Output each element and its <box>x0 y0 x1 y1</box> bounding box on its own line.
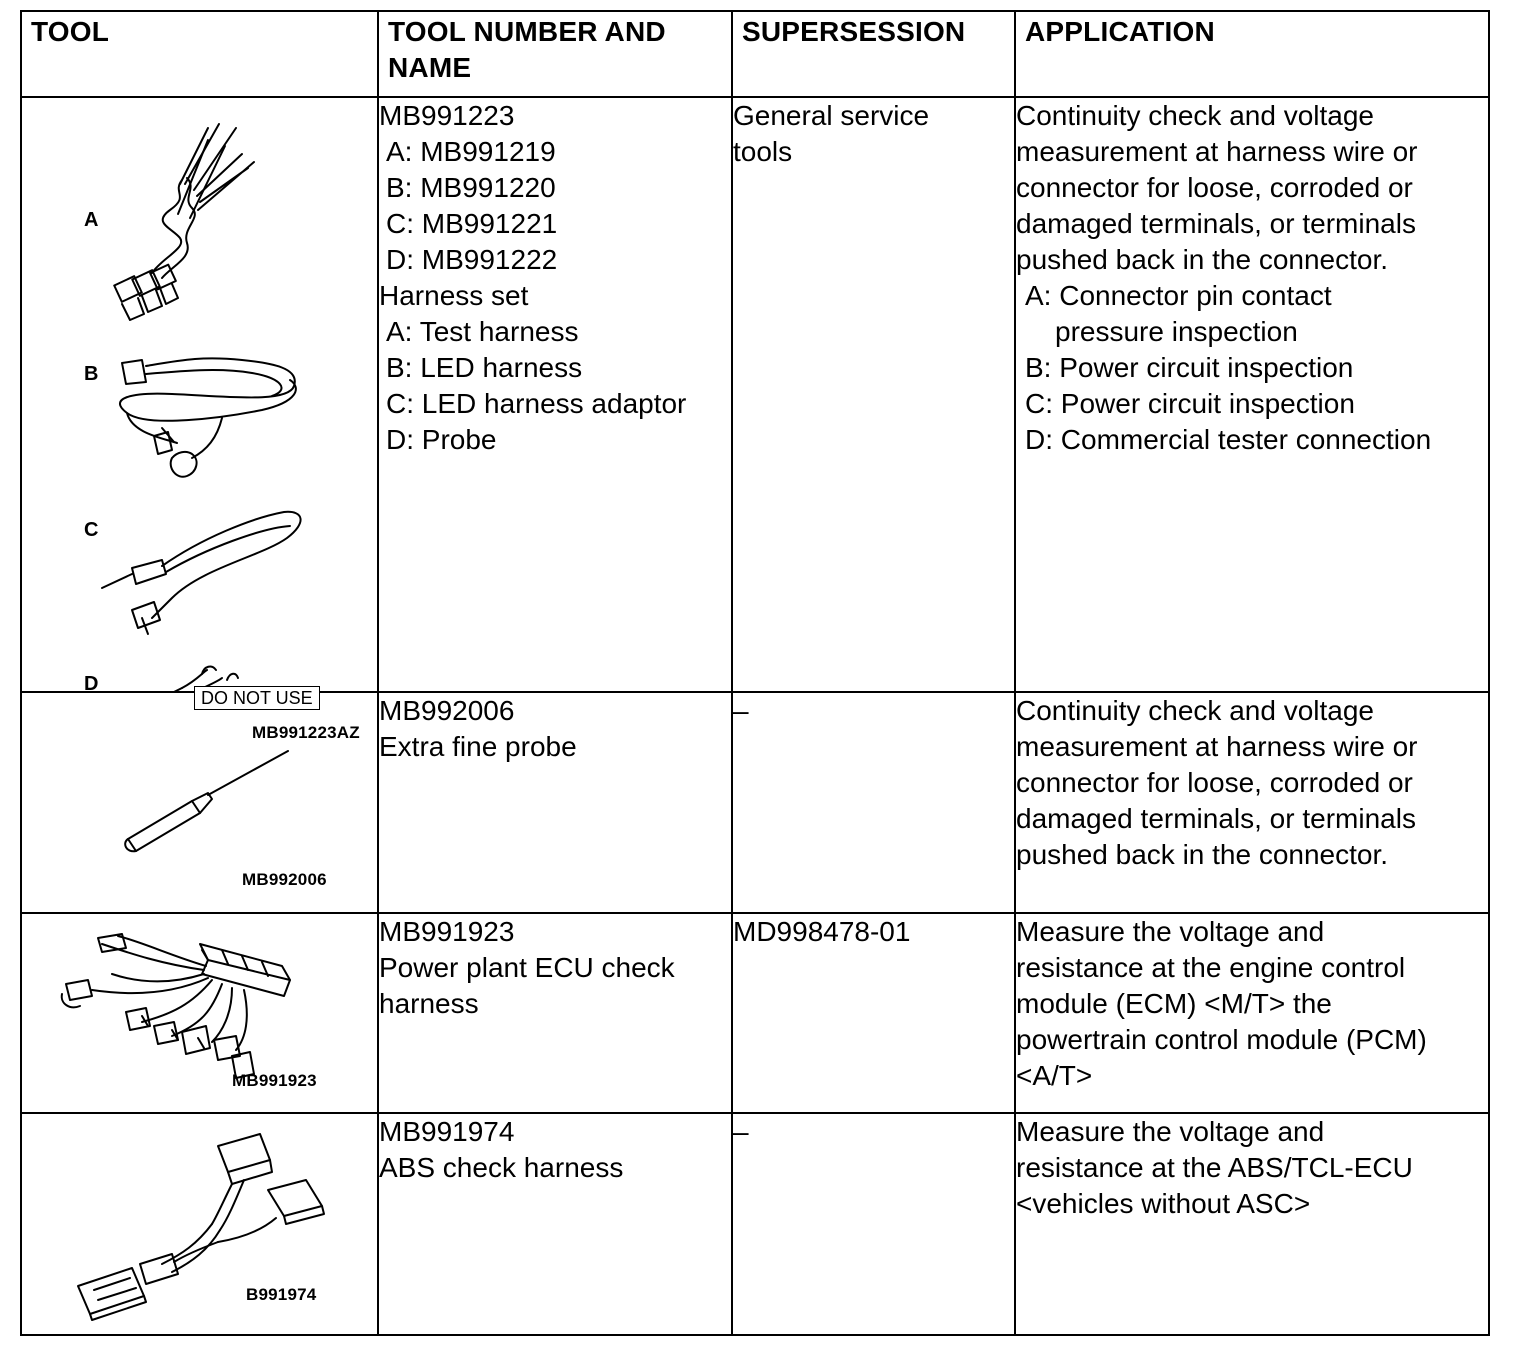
supersession-cell <box>732 692 1015 913</box>
application-text: <A/T> <box>1016 1060 1093 1091</box>
sub-tool-number: B: MB991220 <box>386 172 556 203</box>
sub-tool-name: D: Probe <box>386 424 497 455</box>
sub-tool-name: C: LED harness adaptor <box>386 388 687 419</box>
application-text: Continuity check and voltage <box>1016 695 1374 726</box>
header-tool: TOOL <box>21 11 378 97</box>
table-row <box>21 692 1489 913</box>
supersession-text: MD998478-01 <box>733 916 911 947</box>
application-text: Measure the voltage and <box>1016 916 1325 947</box>
application-item-cont: pressure inspection <box>1055 316 1298 347</box>
sub-tool-name: A: Test harness <box>386 316 579 347</box>
application-item: C: Power circuit inspection <box>1025 388 1355 419</box>
tool-number: MB991223 <box>379 100 515 131</box>
abs-check-harness-illustration <box>22 1114 377 1334</box>
application-text: damaged terminals, or terminals <box>1016 208 1416 239</box>
tool-figure-mb991223 <box>21 97 378 742</box>
application-item: D: Commercial tester connection <box>1025 424 1432 455</box>
application-item: A: Connector pin contact <box>1025 280 1332 311</box>
tool-number: MB991974 <box>379 1116 515 1147</box>
application-text: pushed back in the connector. <box>1016 839 1389 870</box>
header-application: APPLICATION <box>1015 11 1489 97</box>
application-cell <box>1015 692 1489 913</box>
tool-number-name-cell <box>378 692 732 913</box>
table-row <box>21 97 1489 692</box>
tool-name: Harness set <box>379 280 529 311</box>
application-cell <box>1015 97 1489 692</box>
figure-code: MB991923 <box>232 1071 317 1090</box>
supersession-cell <box>732 1113 1015 1335</box>
tool-name: Extra fine probe <box>379 731 577 762</box>
sub-tool-number: C: MB991221 <box>386 208 558 239</box>
do-not-use-warning: DO NOT USE <box>194 686 320 710</box>
figure-label-a: A <box>84 209 99 231</box>
sub-tool-number: A: MB991219 <box>386 136 556 167</box>
tool-figure-mb992006 <box>21 692 378 913</box>
application-text: connector for loose, corroded or <box>1016 767 1413 798</box>
figure-label-d: D <box>84 673 99 695</box>
tool-figure-mb991923 <box>21 913 378 1113</box>
application-text: powertrain control module (PCM) <box>1016 1024 1427 1055</box>
tool-number-name-cell <box>378 1113 732 1335</box>
supersession-cell <box>732 913 1015 1113</box>
tool-name: harness <box>379 988 479 1019</box>
application-item: B: Power circuit inspection <box>1025 352 1354 383</box>
figure-code: MB992006 <box>242 870 327 889</box>
application-text: connector for loose, corroded or <box>1016 172 1413 203</box>
application-cell <box>1015 1113 1489 1335</box>
figure-code: B991974 <box>246 1285 317 1304</box>
supersession-cell <box>732 97 1015 692</box>
ecu-check-harness-illustration <box>22 914 377 1112</box>
figure-label-c: C <box>84 519 99 541</box>
application-text: Measure the voltage and <box>1016 1116 1325 1147</box>
header-supersession: SUPERSESSION <box>732 11 1015 97</box>
application-text: pushed back in the connector. <box>1016 244 1389 275</box>
sub-tool-number: D: MB991222 <box>386 244 558 275</box>
table-row <box>21 913 1489 1113</box>
application-text: damaged terminals, or terminals <box>1016 803 1416 834</box>
application-text: resistance at the ABS/TCL-ECU <box>1016 1152 1413 1183</box>
table-header-row <box>21 11 1489 97</box>
application-text: measurement at harness wire or <box>1016 731 1418 762</box>
header-tool-number-name: TOOL NUMBER AND NAME <box>378 11 732 97</box>
application-text: measurement at harness wire or <box>1016 136 1418 167</box>
supersession-text: tools <box>733 136 793 167</box>
tool-name: ABS check harness <box>379 1152 624 1183</box>
supersession-text: General service <box>733 100 930 131</box>
application-text: module (ECM) <M/T> the <box>1016 988 1332 1019</box>
tool-number-name-cell <box>378 913 732 1113</box>
tool-number-name-cell <box>378 97 732 692</box>
supersession-text: – <box>733 695 749 726</box>
table-row <box>21 1113 1489 1335</box>
application-text: Continuity check and voltage <box>1016 100 1374 131</box>
special-tools-table <box>20 10 1490 1336</box>
tool-number: MB992006 <box>379 695 515 726</box>
supersession-text: – <box>733 1116 749 1147</box>
tool-name: Power plant ECU check <box>379 952 675 983</box>
application-cell <box>1015 913 1489 1113</box>
harness-set-illustration <box>22 98 377 691</box>
sub-tool-name: B: LED harness <box>386 352 583 383</box>
figure-code: MB991223AZ <box>252 723 360 742</box>
tool-number: MB991923 <box>379 916 515 947</box>
tool-figure-mb991974 <box>21 1113 378 1335</box>
figure-label-b: B <box>84 363 99 385</box>
application-text: <vehicles without ASC> <box>1016 1188 1311 1219</box>
application-text: resistance at the engine control <box>1016 952 1406 983</box>
